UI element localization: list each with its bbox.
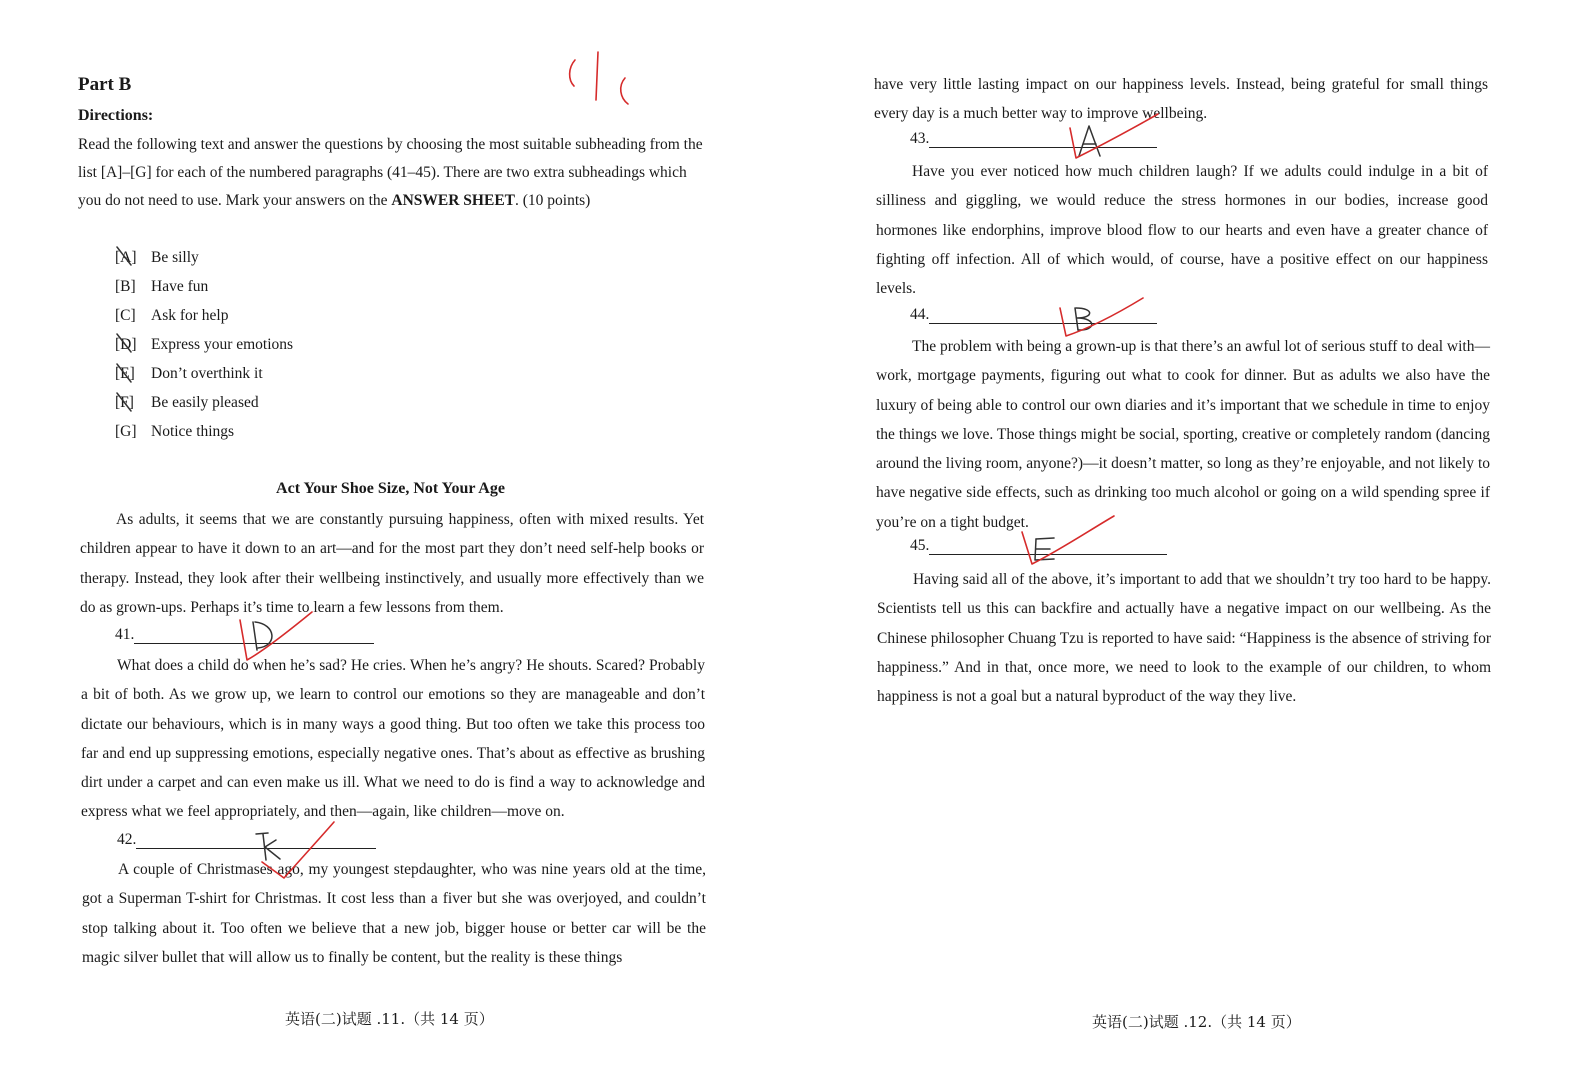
question-45 — [910, 537, 1167, 555]
answer-blank — [929, 309, 1157, 324]
part-title: Part B — [78, 74, 132, 95]
option-label: [D] — [115, 336, 137, 353]
question-number: 44. — [910, 306, 930, 323]
question-number: 41. — [115, 626, 135, 643]
option-text: Be silly — [151, 249, 199, 266]
option-text: Don’t overthink it — [151, 365, 263, 382]
question-43 — [910, 130, 1157, 148]
option-label: [G] — [115, 423, 137, 440]
directions-text-main: Read the following text and answer the questions by choosing the most suitable subheading from the list [A]–[G] for each of the numbered paragraphs (41–45). There are two extra subheadings which you do not need to use. Mark your answers on the — [78, 136, 703, 209]
article-title: Act Your Shoe Size, Not Your Age — [276, 480, 505, 497]
directions-text-end: . (10 points) — [515, 192, 591, 209]
option-label: [F] — [115, 394, 134, 411]
question-44 — [910, 306, 1157, 324]
option-a — [115, 243, 293, 272]
paragraph-41: What does a child do when he’s sad? He cries. When he’s angry? He shouts. Scared? Probably a bit of both. As we grow up, we learn to control our emotions so they are manageable and don’t dictate our behaviours, which is in many ways a good thing. But too often we take this process too far and end up suppressing emotions, especially negative ones. That’s about as effective as brushing dirt under a carpet and can even make us ill. What we need to do is find a way to acknowledge and express what we feel appropriately, and then—again, like children—move on. — [81, 657, 705, 821]
page-footer: 英语(二)试题 .11.（共 14 页） — [285, 1010, 494, 1028]
page-footer: 英语(二)试题 .12.（共 14 页） — [1092, 1013, 1301, 1031]
paragraph-43: Have you ever noticed how much children laugh? If we adults could indulge in a bit of silliness and giggling, we would reduce the stress hormones in our bodies, increase good hormones like endorphins, improve blood flow to our hearts and even have a greater chance of fighting off infection. All of which would, of course, have a positive effect on our happiness levels. — [876, 163, 1488, 298]
question-41 — [115, 626, 374, 644]
answer-blank — [929, 133, 1157, 148]
option-text: Have fun — [151, 278, 209, 295]
option-text: Be easily pleased — [151, 394, 259, 411]
option-d — [115, 330, 293, 359]
option-label: [B] — [115, 278, 136, 295]
option-label: [E] — [115, 365, 135, 382]
directions-text — [78, 131, 703, 215]
paragraph-44: The problem with being a grown-up is that there’s an awful lot of serious stuff to deal with—work, mortgage payments, figuring out what to cook for dinner. But as adults we also have the luxury of being able to control our own diaries and it’s important that we schedule in time to enjoy the things we love. Those things might be social, sporting, creative or completely random (dancing around the living room, anyone?)—it doesn’t matter, so long as they’re enjoyable, and not likely to have negative side effects, such as drinking too much alcohol or going on a wild spending spree if you’re on a tight budget. — [876, 338, 1490, 531]
option-f — [115, 388, 293, 417]
option-text: Ask for help — [151, 307, 229, 324]
option-text: Notice things — [151, 423, 235, 440]
option-e — [115, 359, 293, 388]
option-g — [115, 417, 293, 446]
option-label: [A] — [115, 249, 137, 266]
question-42 — [117, 831, 376, 849]
options-list — [115, 243, 293, 446]
question-number: 42. — [117, 831, 137, 848]
question-number: 45. — [910, 537, 930, 554]
paragraph-42: A couple of Christmases ago, my youngest stepdaughter, who was nine years old at the time, got a Superman T-shirt for Christmas. It cost less than a fiver but she was overjoyed, and couldn’t stop talking about it. Too often we believe that a new job, bigger house or better car will be the magic silver bullet that will allow us to finally be content, but the reality is these things — [82, 861, 706, 966]
answer-blank — [134, 629, 374, 644]
paragraph-continued: have very little lasting impact on our happiness levels. Instead, being grateful for small things every day is a much better way to improve wellbeing. — [874, 76, 1488, 123]
option-text: Express your emotions — [151, 336, 294, 353]
paragraph-45: Having said all of the above, it’s important to add that we shouldn’t try too hard to be happy. Scientists tell us this can backfire and actually have a negative impact on our wellbeing. As the Chinese philosopher Chuang Tzu is reported to have said: “Happiness is the absence of striving for happiness.” And in that, once more, we need to look to the example of our children, to whom happiness is not a goal but a natural byproduct of the way they live. — [877, 571, 1491, 706]
directions-label: Directions: — [78, 107, 154, 124]
paragraph-intro: As adults, it seems that we are constantly pursuing happiness, often with mixed results. Yet children appear to have it down to an art—and for the most part they don’t need self-help books or therapy. Instead, they look after their wellbeing instinctively, and usually more effectively than we do as grown-ups. Perhaps it’s time to learn a few lessons from them. — [80, 511, 704, 616]
answer-blank — [136, 834, 376, 849]
option-c — [115, 301, 293, 330]
answer-blank — [929, 540, 1167, 555]
right-page — [792, 0, 1584, 1080]
question-number: 43. — [910, 130, 930, 147]
option-b — [115, 272, 293, 301]
answer-sheet-label: ANSWER SHEET — [391, 192, 515, 209]
option-label: [C] — [115, 307, 136, 324]
